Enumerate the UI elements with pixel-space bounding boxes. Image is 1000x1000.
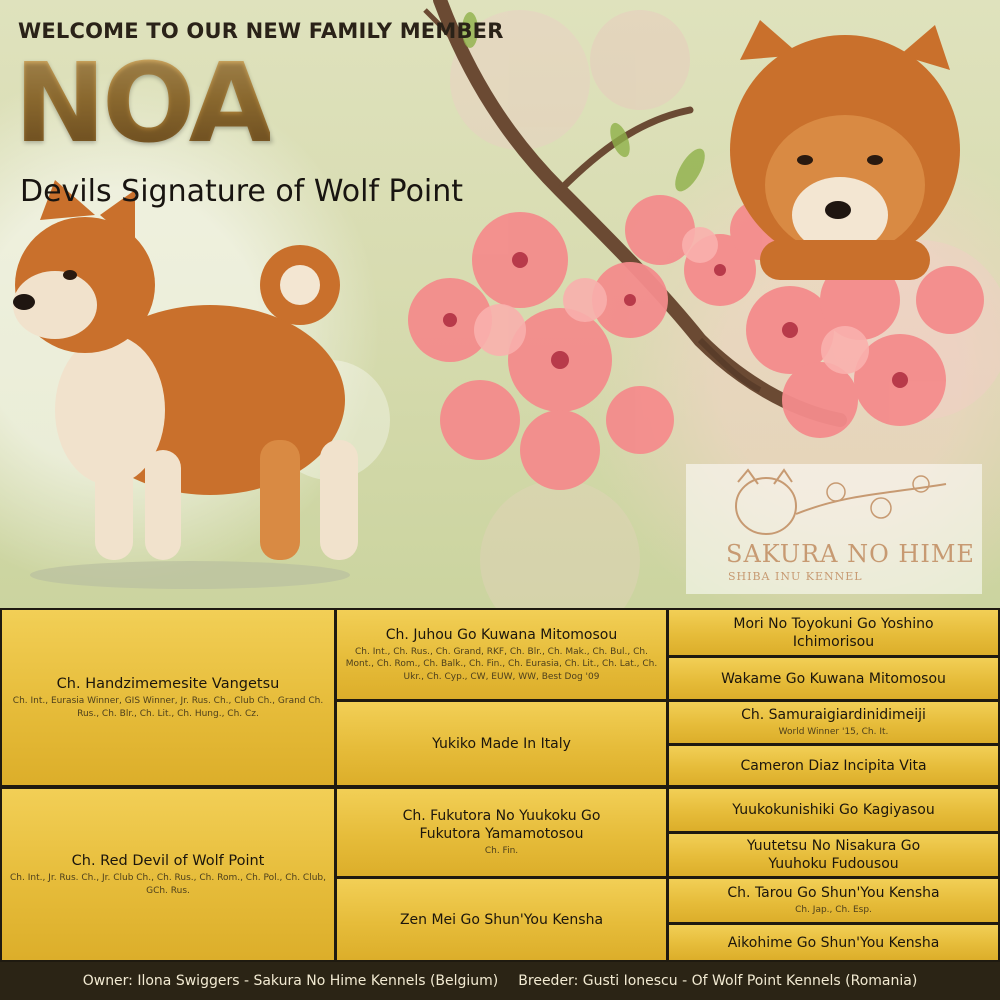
great-grandparent-1-name: Mori No Toyokuni Go Yoshino Ichimorisou (733, 615, 934, 650)
great-grandparent-3-titles: World Winner '15, Ch. It. (778, 727, 889, 738)
kennel-logo-text: SAKURA NO HIME (726, 540, 975, 568)
great-grandparent-3-name: Ch. Samuraigiardinidimeiji (741, 707, 926, 724)
great-grandparent-7-name: Ch. Tarou Go Shun'You Kensha (727, 885, 940, 902)
great-grandparent-5-name: Yuukokunishiki Go Kagiyasou (732, 802, 935, 818)
pedigree-great-grandparent-7 (669, 879, 998, 922)
pedigree-table (0, 608, 1000, 962)
pedigree-grandparent-4 (337, 879, 666, 960)
great-grandparent-7-titles: Ch. Jap., Ch. Esp. (795, 905, 872, 916)
puppy-registered-name: Devils Signature of Wolf Point (20, 174, 464, 209)
breeder-credit: Breeder: Gusti Ionescu - Of Wolf Point Kennels (Romania) (518, 973, 918, 989)
pedigree-great-grandparent-2 (669, 658, 998, 699)
dam-titles: Ch. Int., Jr. Rus. Ch., Jr. Club Ch., Ch. Rus., Ch. Rom., Ch. Pol., Ch. Club, GCh. Rus. (10, 873, 326, 896)
owner-credit: Owner: Ilona Swiggers - Sakura No Hime Kennels (Belgium) (82, 973, 499, 989)
grandparent-3-name: Ch. Fukutora No Yuukoku Go Fukutora Yamamotosou (402, 808, 601, 843)
great-grandparent-4-name: Cameron Diaz Incipita Vita (740, 757, 927, 774)
grandparent-3-titles: Ch. Fin. (484, 846, 519, 857)
great-grandparent-8-name: Aikohime Go Shun'You Kensha (727, 934, 940, 951)
puppy-name: NOA (14, 39, 270, 167)
pedigree-great-grandparent-3 (669, 702, 998, 743)
pedigree-great-grandparent-4 (669, 746, 998, 785)
pedigree-great-grandparent-8 (669, 925, 998, 960)
pedigree-sire (2, 610, 334, 785)
sire-titles: Ch. Int., Eurasia Winner, GIS Winner, Jr. Rus. Ch., Club Ch., Grand Ch. Rus., Ch. Blr., Ch. Lit., Ch. Hung., Ch. Cz. (12, 696, 324, 719)
standing-puppy-illustration (13, 180, 358, 589)
kennel-logo-subtext: SHIBA INU KENNEL (728, 570, 863, 583)
pedigree-grandparent-1 (337, 610, 666, 699)
pedigree-dam (2, 789, 334, 960)
grandparent-4-name: Zen Mei Go Shun'You Kensha (399, 911, 604, 928)
great-grandparent-6-name: Yuutetsu No Nisakura Go Yuuhoku Fudousou (746, 838, 921, 872)
grandparent-1-titles: Ch. Int., Ch. Rus., Ch. Grand, RKF, Ch. Blr., Ch. Mak., Ch. Bul., Ch. Mont., Ch. Rom., Ch. Balk., Ch. Fin., Ch. Eurasia, Ch. Lit., Ch. Lat., Ch. Ukr., Ch. Cyp., CW, EUW, WW, Best Dog '09 (345, 646, 658, 682)
kennel-logo (686, 464, 982, 594)
pedigree-great-grandparent-5 (669, 789, 998, 831)
pedigree-great-grandparent-1 (669, 610, 998, 655)
credits-footer (0, 962, 1000, 1000)
dam-name: Ch. Red Devil of Wolf Point (71, 853, 265, 869)
grandparent-1-name: Ch. Juhou Go Kuwana Mitomosou (385, 626, 618, 643)
pedigree-grandparent-2 (337, 702, 666, 785)
sire-name: Ch. Handzimemesite Vangetsu (56, 676, 280, 692)
welcome-heading: WELCOME TO OUR NEW FAMILY MEMBER (18, 19, 504, 43)
great-grandparent-2-name: Wakame Go Kuwana Mitomosou (721, 670, 946, 687)
pedigree-great-grandparent-6 (669, 834, 998, 876)
grandparent-2-name: Yukiko Made In Italy (432, 735, 571, 752)
pedigree-grandparent-3 (337, 789, 666, 876)
